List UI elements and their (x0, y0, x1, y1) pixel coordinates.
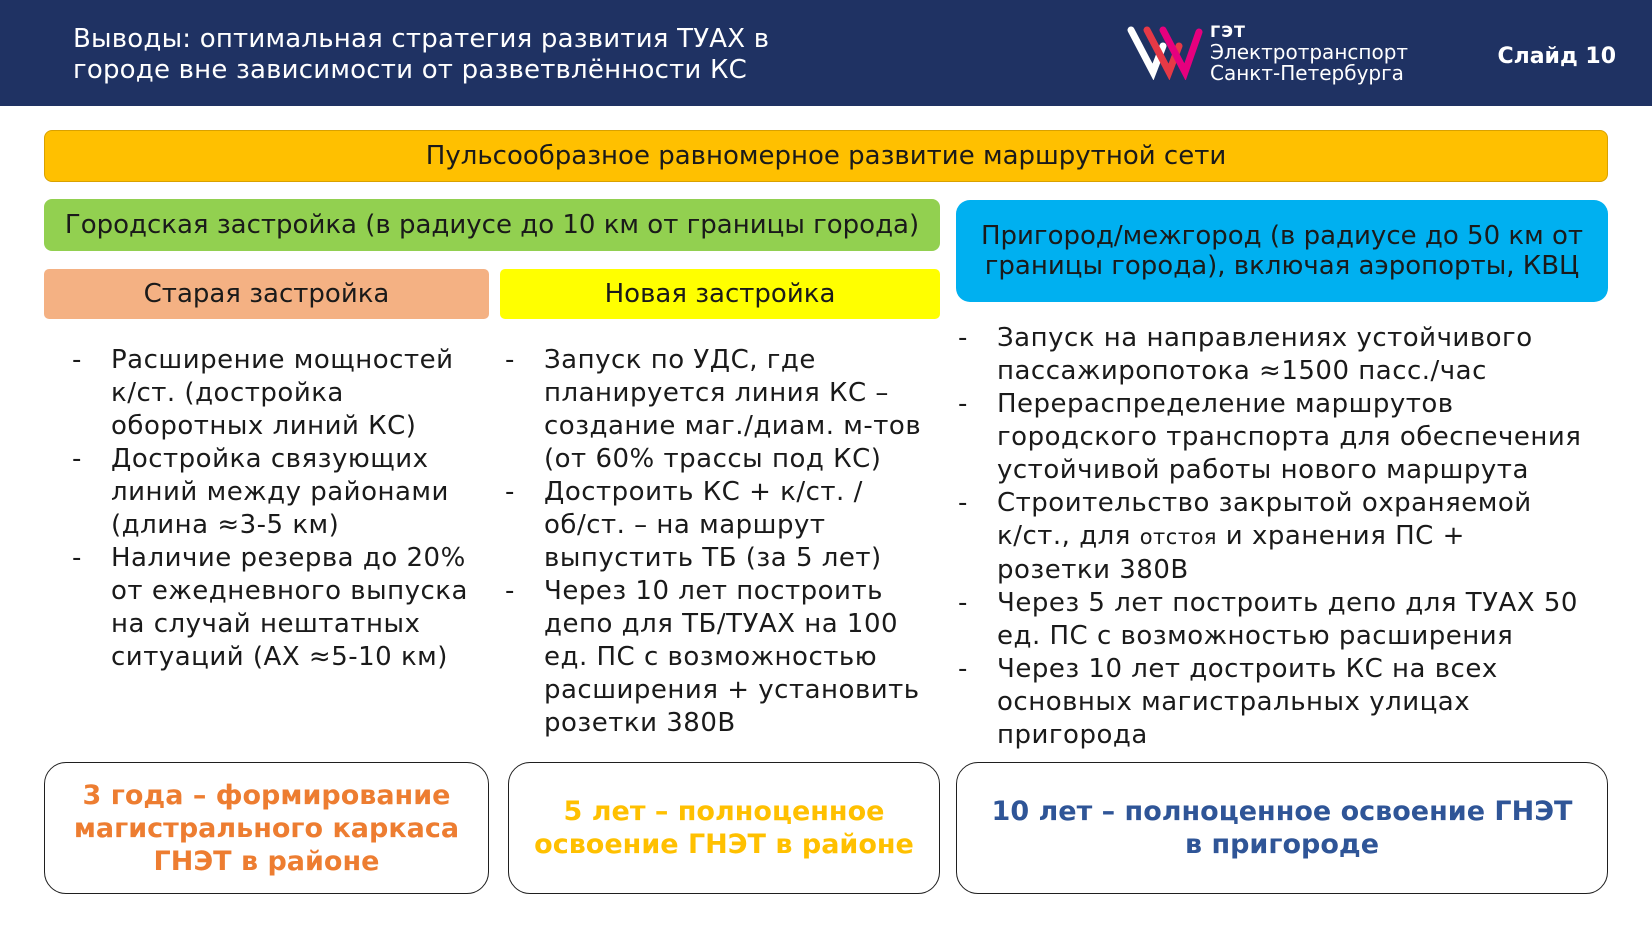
list-item: - Достроить КС + к/ст. / об/ст. – на маршрут выпустить ТБ (за 5 лет) (505, 477, 882, 573)
bullet-dash: - (958, 323, 968, 353)
top-strategy-band: Пульсообразное равномерное развитие маршрутной сети (44, 130, 1608, 182)
city-development-band: Городская застройка (в радиусе до 10 км от границы города) (44, 199, 940, 251)
list-item: - Через 10 лет построить депо для ТБ/ТУАХ на 100 ед. ПС с возможностью расширения + установить розетки 380В (505, 576, 920, 738)
new-development-list (505, 344, 945, 740)
suburb-band-line-1: Пригород/межгород (в радиусе до 50 км от (980, 221, 1584, 251)
bullet-dash: - (72, 543, 82, 573)
slide-title-line-2: городе вне зависимости от разветвлённости КС (73, 55, 747, 85)
suburb-list (958, 322, 1608, 752)
bullet-dash: - (72, 444, 82, 474)
bullet-dash: - (958, 654, 968, 684)
list-item: - Запуск на направлениях устойчивого пассажиропотока ≈1500 пасс./час (958, 323, 1533, 386)
logo-line-2: Санкт-Петербурга (1210, 61, 1404, 85)
list-item: - Наличие резерва до 20% от ежедневного выпуска на случай нештатных ситуаций (АХ ≈5-10 км) (72, 543, 468, 672)
stripes-logo-icon (1125, 22, 1215, 80)
slide-title-line-1: Выводы: оптимальная стратегия развития ТУАХ в (73, 24, 770, 54)
header-bar (0, 0, 1652, 106)
list-item: - Через 10 лет достроить КС на всех основных магистральных улицах пригорода (958, 654, 1498, 750)
bullet-dash: - (958, 389, 968, 419)
list-item: - Перераспределение маршрутов городского транспорта для обеспечения устойчивой работы нового маршрута (958, 389, 1582, 485)
outcome-suburb-box: 10 лет – полноценное освоение ГНЭТ в пригороде (956, 762, 1608, 894)
logo-text (1210, 21, 1408, 84)
outcome-new-box: 5 лет – полноценное освоение ГНЭТ в районе (508, 762, 940, 894)
slide-number: Слайд 10 (1497, 44, 1616, 69)
bullet-dash: - (958, 488, 968, 518)
new-development-band: Новая застройка (500, 269, 940, 319)
logo-line-1: Электротранспорт (1210, 40, 1409, 64)
list-item: - Через 5 лет построить депо для ТУАХ 50 ед. ПС с возможностью расширения (958, 588, 1578, 651)
slide-title (73, 24, 833, 86)
bullet-dash: - (505, 477, 515, 507)
list-item: - Достройка связующих линий между районами (длина ≈3-5 км) (72, 444, 449, 540)
old-development-list (72, 344, 492, 674)
list-item: - Строительство закрытой охраняемой к/ст., для отстоя и хранения ПС + розетки 380В (958, 488, 1532, 585)
old-development-band: Старая застройка (44, 269, 489, 319)
bullet-dash: - (505, 345, 515, 375)
bullet-dash: - (505, 576, 515, 606)
suburb-band-line-2: границы города), включая аэропорты, КВЦ (984, 251, 1580, 281)
list-item: - Запуск по УДС, где планируется линия КС – создание маг./диам. м-тов (от 60% трассы под КС) (505, 345, 922, 474)
logo-abbr: ГЭТ (1210, 22, 1246, 41)
bullet-dash: - (72, 345, 82, 375)
list-item: - Расширение мощностей к/ст. (достройка оборотных линий КС) (72, 345, 454, 441)
suburb-band (956, 200, 1608, 302)
outcome-old-box: 3 года – формирование магистрального каркаса ГНЭТ в районе (44, 762, 489, 894)
bullet-dash: - (958, 588, 968, 618)
